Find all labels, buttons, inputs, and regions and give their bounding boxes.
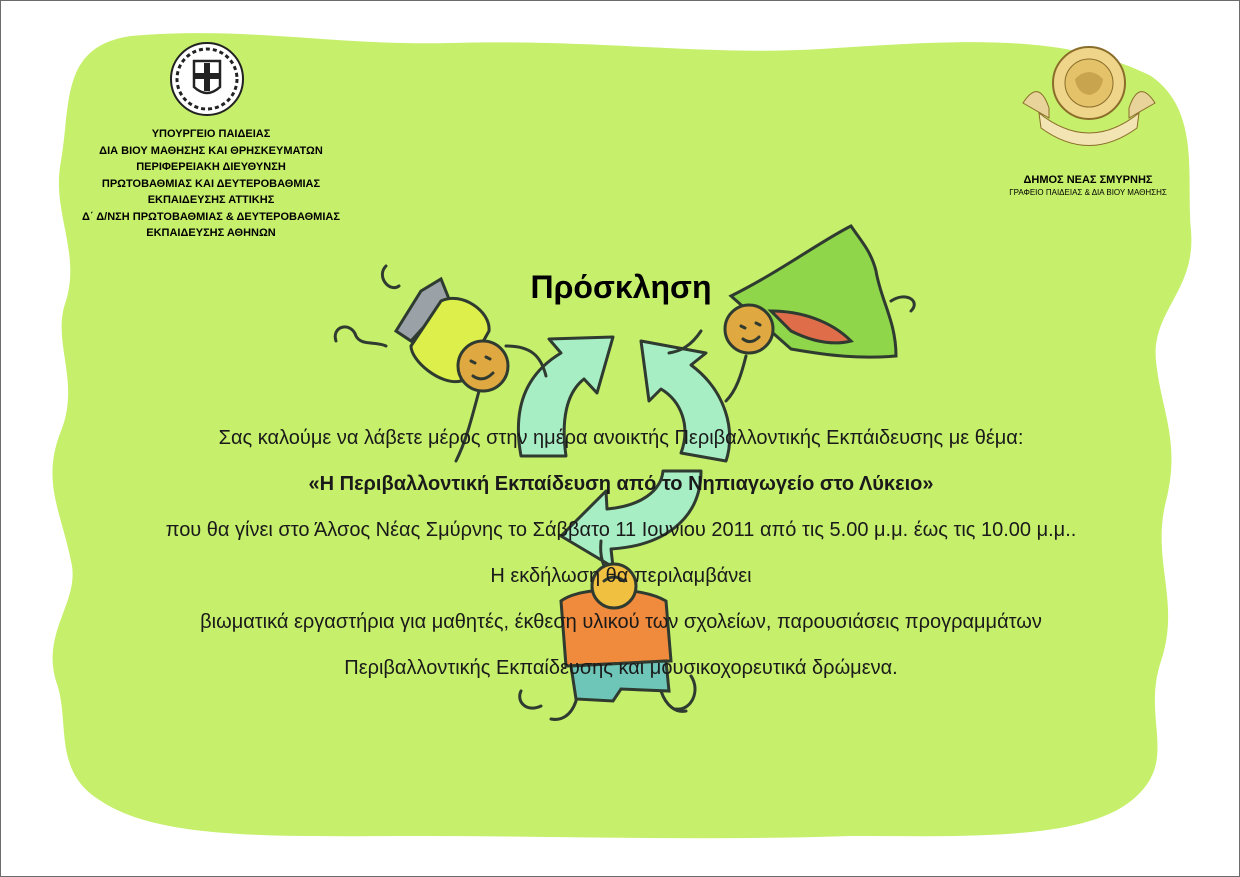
ministry-line: ΔΙΑ ΒΙΟΥ ΜΑΘΗΣΗΣ ΚΑΙ ΘΡΗΣΚΕΥΜΑΤΩΝ <box>99 144 323 157</box>
greek-state-emblem-icon <box>171 43 243 115</box>
body-line: Περιβαλλοντικής Εκπαίδευσης και μουσικοχορευτικά δρώμενα. <box>344 657 898 679</box>
event-theme: «Η Περιβαλλοντική Εκπαίδευση από το Νηπιαγωγείο στο Λύκειο» <box>308 473 934 495</box>
ministry-line: ΠΕΡΙΦΕΡΕΙΑΚΗ ΔΙΕΥΘΥΝΣΗ <box>136 161 286 173</box>
body-line: Η εκδήλωση θα περιλαμβάνει <box>490 565 752 587</box>
municipality-office: ΓΡΑΦΕΙΟ ΠΑΙΔΕΙΑΣ & ΔΙΑ ΒΙΟΥ ΜΑΘΗΣΗΣ <box>1009 188 1167 197</box>
ministry-line: Δ΄ Δ/ΝΣΗ ΠΡΩΤΟΒΑΘΜΙΑΣ & ΔΕΥΤΕΡΟΒΑΘΜΙΑΣ <box>82 210 340 223</box>
ministry-line: ΕΚΠΑΙΔΕΥΣΗΣ ΑΘΗΝΩΝ <box>146 227 276 239</box>
body-line: βιωματικά εργαστήρια για μαθητές, έκθεση υλικού των σχολείων, παρουσιάσεις προγραμμάτων <box>200 611 1042 633</box>
page-title: Πρόσκληση <box>530 269 712 305</box>
municipality-header <box>973 173 1203 199</box>
ministry-line: ΠΡΩΤΟΒΑΘΜΙΑΣ ΚΑΙ ΔΕΥΤΕΡΟΒΑΘΜΙΑΣ <box>101 177 321 190</box>
municipality-name: ΔΗΜΟΣ ΝΕΑΣ ΣΜΥΡΝΗΣ <box>1023 174 1153 186</box>
body-line: Σας καλούμε να λάβετε μέρος στην ημέρα ανοικτής Περιβαλλοντικής Εκπάιδευσης με θέμα: <box>218 427 1024 449</box>
body-line: που θα γίνει στο Άλσος Νέας Σμύρνης το Σάββατο 11 Ιουνιου 2011 από τις 5.00 μ.μ. έως τις 10.00 μ.μ.. <box>165 519 1077 541</box>
invitation-body <box>1 415 1240 691</box>
ministry-line: ΥΠΟΥΡΓΕΙΟ ΠΑΙΔΕΙΑΣ <box>151 128 271 140</box>
ministry-line: ΕΚΠΑΙΔΕΥΣΗΣ ΑΤΤΙΚΗΣ <box>147 194 275 206</box>
ministry-header <box>41 126 381 242</box>
